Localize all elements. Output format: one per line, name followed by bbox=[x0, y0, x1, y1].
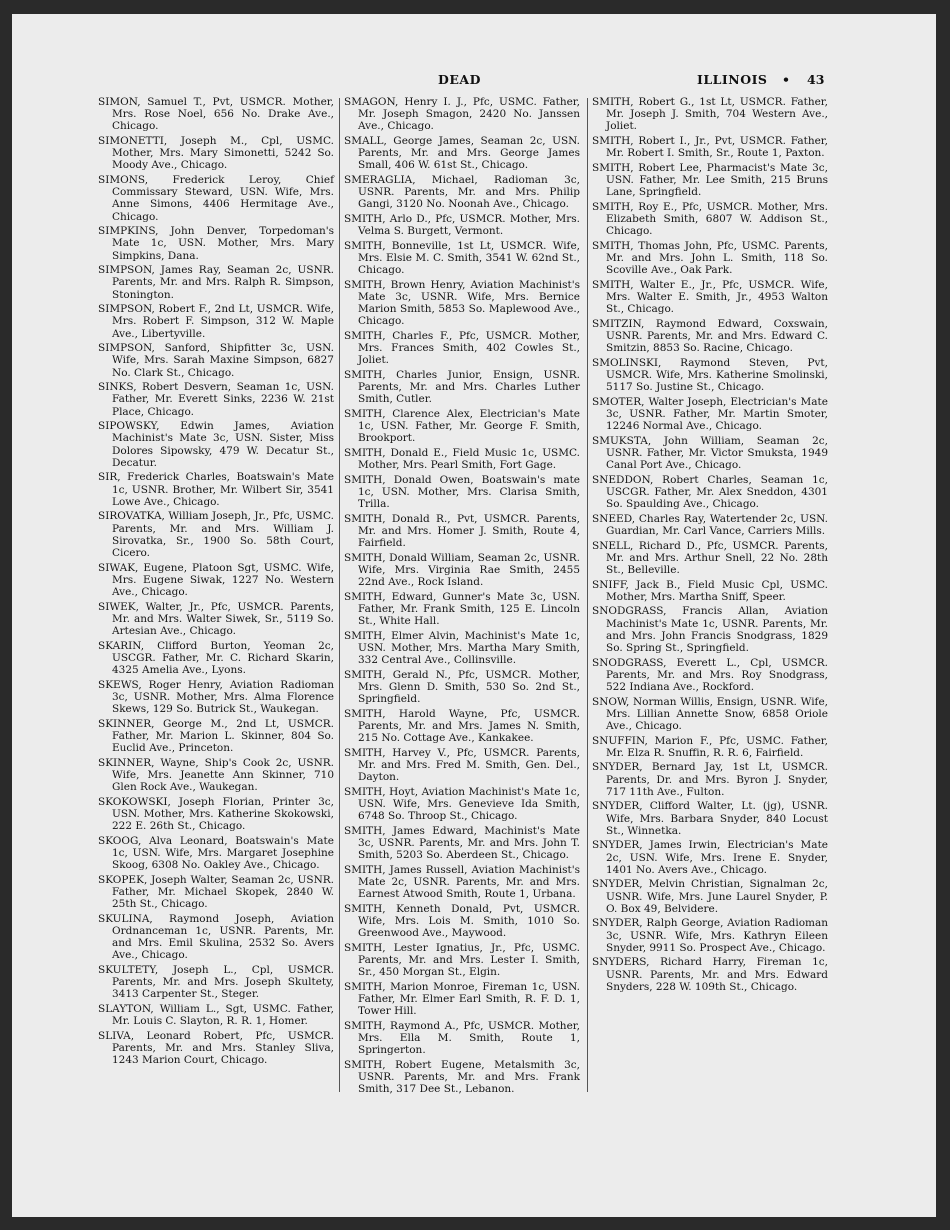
casualty-entry: SLIVA, Leonard Robert, Pfc, USMCR. Parents, Mr. and Mrs. Stanley Sliva, 1243 Marion Court, Chicago. bbox=[98, 1029, 334, 1067]
casualty-entry: SMITH, Donald R., Pvt, USMCR. Parents, Mr. and Mrs. Homer J. Smith, Route 4, Fairfield. bbox=[344, 512, 580, 550]
casualty-entry: SMITH, Robert Lee, Pharmacist's Mate 3c, USN. Father, Mr. Lee Smith, 215 Bruns Lane, Springfield. bbox=[592, 161, 828, 199]
casualty-entry: SIMPSON, Robert F., 2nd Lt, USMCR. Wife, Mrs. Robert F. Simpson, 312 W. Maple Ave., Libertyville. bbox=[98, 303, 334, 340]
casualty-entry: SIR, Frederick Charles, Boatswain's Mate 1c, USNR. Brother, Mr. Wilbert Sir, 3541 Lowe Ave., Chicago. bbox=[98, 471, 334, 508]
casualty-entry: SMALL, George James, Seaman 2c, USN. Parents, Mr. and Mrs. George James Small, 406 W. 61st St., Chicago. bbox=[344, 135, 580, 172]
casualty-entry: SMITH, Robert I., Jr., Pvt, USMCR. Father, Mr. Robert I. Smith, Sr., Route 1, Paxton. bbox=[592, 135, 828, 160]
page-header bbox=[0, 72, 950, 90]
casualty-entry: SMITH, Clarence Alex, Electrician's Mate 1c, USN. Father, Mr. George F. Smith, Brookport. bbox=[344, 408, 580, 445]
casualty-entry: SKULINA, Raymond Joseph, Aviation Ordnanceman 1c, USNR. Parents, Mr. and Mrs. Emil Skulina, 2532 So. Avers Ave., Chicago. bbox=[98, 912, 334, 962]
casualty-entry: SNYDER, Melvin Christian, Signalman 2c, USNR. Wife, Mrs. June Laurel Snyder, P. O. Box 49, Belvidere. bbox=[592, 878, 828, 915]
casualty-entry: SNELL, Richard D., Pfc, USMCR. Parents, Mr. and Mrs. Arthur Snell, 22 No. 28th St., Belleville. bbox=[592, 539, 828, 576]
casualty-entry: SMITH, Charles Junior, Ensign, USNR. Parents, Mr. and Mrs. Charles Luther Smith, Cutler. bbox=[344, 369, 580, 406]
casualty-entry: SKEWS, Roger Henry, Aviation Radioman 3c, USNR. Mother, Mrs. Alma Florence Skews, 129 So. Butrick St., Waukegan. bbox=[98, 678, 334, 716]
casualty-entry: SMITH, James Russell, Aviation Machinist's Mate 2c, USNR. Parents, Mr. and Mrs. Earnest Atwood Smith, Route 1, Urbana. bbox=[344, 863, 580, 901]
casualty-entry: SNUFFIN, Marion F., Pfc, USMC. Father, Mr. Elza R. Snuffin, R. R. 6, Fairfield. bbox=[592, 734, 828, 759]
column-1 bbox=[98, 96, 334, 1069]
casualty-entry: SIMPSON, James Ray, Seaman 2c, USNR. Parents, Mr. and Mrs. Ralph R. Simpson, Stonington. bbox=[98, 264, 334, 301]
casualty-entry: SNIFF, Jack B., Field Music Cpl, USMC. Mother, Mrs. Martha Sniff, Speer. bbox=[592, 578, 828, 603]
casualty-entry: SIWEK, Walter, Jr., Pfc, USMCR. Parents, Mr. and Mrs. Walter Siwek, Sr., 5119 So. Artesian Ave., Chicago. bbox=[98, 600, 334, 638]
page-section-title: DEAD bbox=[438, 72, 481, 87]
column-2 bbox=[344, 96, 580, 1098]
casualty-entry: SMITH, Thomas John, Pfc, USMC. Parents, Mr. and Mrs. John L. Smith, 118 So. Scoville Ave., Oak Park. bbox=[592, 239, 828, 277]
column-divider bbox=[339, 98, 340, 1092]
column-divider bbox=[587, 98, 588, 1092]
casualty-entry: SMITH, Donald William, Seaman 2c, USNR. Wife, Mrs. Virginia Rae Smith, 2455 22nd Ave., Rock Island. bbox=[344, 551, 580, 589]
casualty-entry: SMITH, Harvey V., Pfc, USMCR. Parents, Mr. and Mrs. Fred M. Smith, Gen. Del., Dayton. bbox=[344, 746, 580, 784]
casualty-entry: SMITH, Charles F., Pfc, USMCR. Mother, Mrs. Frances Smith, 402 Cowles St., Joliet. bbox=[344, 330, 580, 367]
casualty-entry: SMITH, Marion Monroe, Fireman 1c, USN. Father, Mr. Elmer Earl Smith, R. F. D. 1, Tower Hill. bbox=[344, 980, 580, 1018]
casualty-entry: SIMPSON, Sanford, Shipfitter 3c, USN. Wife, Mrs. Sarah Maxine Simpson, 6827 No. Clark St., Chicago. bbox=[98, 342, 334, 379]
page-state-label: ILLINOIS bbox=[697, 72, 768, 87]
casualty-entry: SIPOWSKY, Edwin James, Aviation Machinist's Mate 3c, USN. Sister, Miss Dolores Sipowsky, 479 W. Decatur St., Decatur. bbox=[98, 420, 334, 469]
casualty-entry: SMITH, Roy E., Pfc, USMCR. Mother, Mrs. Elizabeth Smith, 6807 W. Addison St., Chicago. bbox=[592, 200, 828, 238]
casualty-entry: SKOPEK, Joseph Walter, Seaman 2c, USNR. Father, Mr. Michael Skopek, 2840 W. 25th St., Chicago. bbox=[98, 873, 334, 911]
casualty-entry: SMITH, Donald E., Field Music 1c, USMC. Mother, Mrs. Pearl Smith, Fort Gage. bbox=[344, 447, 580, 472]
casualty-entry: SIROVATKA, William Joseph, Jr., Pfc, USMC. Parents, Mr. and Mrs. William J. Sirovatka, Sr., 1900 So. 58th Court, Cicero. bbox=[98, 510, 334, 560]
casualty-entry: SMAGON, Henry I. J., Pfc, USMC. Father, Mr. Joseph Smagon, 2420 No. Janssen Ave., Chicago. bbox=[344, 96, 580, 133]
casualty-entry: SMOLINSKI, Raymond Steven, Pvt, USMCR. Wife, Mrs. Katherine Smolinski, 5117 So. Justine St., Chicago. bbox=[592, 356, 828, 394]
casualty-entry: SNYDER, Bernard Jay, 1st Lt, USMCR. Parents, Dr. and Mrs. Byron J. Snyder, 717 11th Ave., Fulton. bbox=[592, 761, 828, 798]
casualty-entry: SMITH, Harold Wayne, Pfc, USMCR. Parents, Mr. and Mrs. James N. Smith, 215 No. Cottage Ave., Kankakee. bbox=[344, 707, 580, 745]
casualty-entry: SMITH, James Edward, Machinist's Mate 3c, USNR. Parents, Mr. and Mrs. John T. Smith, 5203 So. Aberdeen St., Chicago. bbox=[344, 824, 580, 862]
page-number: 43 bbox=[807, 72, 825, 87]
casualty-entry: SIMON, Samuel T., Pvt, USMCR. Mother, Mrs. Rose Noel, 656 No. Drake Ave., Chicago. bbox=[98, 96, 334, 133]
casualty-entry: SIMONS, Frederick Leroy, Chief Commissary Steward, USN. Wife, Mrs. Anne Simons, 4406 Hermitage Ave., Chicago. bbox=[98, 174, 334, 223]
casualty-entry: SKOOG, Alva Leonard, Boatswain's Mate 1c, USN. Wife, Mrs. Margaret Josephine Skoog, 6308 No. Oakley Ave., Chicago. bbox=[98, 834, 334, 872]
casualty-entry: SKOKOWSKI, Joseph Florian, Printer 3c, USN. Mother, Mrs. Katherine Skokowski, 222 E. 26th St., Chicago. bbox=[98, 795, 334, 833]
casualty-entry: SNEED, Charles Ray, Watertender 2c, USN. Guardian, Mr. Carl Vance, Carriers Mills. bbox=[592, 512, 828, 537]
casualty-entry: SMITH, Elmer Alvin, Machinist's Mate 1c, USN. Mother, Mrs. Martha Mary Smith, 332 Central Ave., Collinsville. bbox=[344, 629, 580, 667]
casualty-entry: SMITH, Brown Henry, Aviation Machinist's Mate 3c, USNR. Wife, Mrs. Bernice Marion Smith, 5853 So. Maplewood Ave., Chicago. bbox=[344, 278, 580, 328]
casualty-entry: SMUKSTA, John William, Seaman 2c, USNR. Father, Mr. Victor Smuksta, 1949 Canal Port Ave., Chicago. bbox=[592, 434, 828, 472]
header-bullet: • bbox=[782, 72, 790, 87]
casualty-entry: SMITH, Hoyt, Aviation Machinist's Mate 1c, USN. Wife, Mrs. Genevieve Ida Smith, 6748 So. Throop St., Chicago. bbox=[344, 785, 580, 823]
casualty-entry: SMITH, Robert Eugene, Metalsmith 3c, USNR. Parents, Mr. and Mrs. Frank Smith, 317 Dee St., Lebanon. bbox=[344, 1058, 580, 1096]
casualty-entry: SMITH, Edward, Gunner's Mate 3c, USN. Father, Mr. Frank Smith, 125 E. Lincoln St., White Hall. bbox=[344, 590, 580, 628]
casualty-entry: SKULTETY, Joseph L., Cpl, USMCR. Parents, Mr. and Mrs. Joseph Skultety, 3413 Carpenter St., Steger. bbox=[98, 963, 334, 1001]
casualty-entry: SMITH, Bonneville, 1st Lt, USMCR. Wife, Mrs. Elsie M. C. Smith, 3541 W. 62nd St., Chicago. bbox=[344, 239, 580, 277]
casualty-entry: SKARIN, Clifford Burton, Yeoman 2c, USCGR. Father, Mr. C. Richard Skarin, 4325 Amelia Ave., Lyons. bbox=[98, 639, 334, 677]
casualty-entry: SKINNER, Wayne, Ship's Cook 2c, USNR. Wife, Mrs. Jeanette Ann Skinner, 710 Glen Rock Ave., Waukegan. bbox=[98, 756, 334, 794]
casualty-entry: SMOTER, Walter Joseph, Electrician's Mate 3c, USNR. Father, Mr. Martin Smoter, 12246 Normal Ave., Chicago. bbox=[592, 395, 828, 433]
casualty-entry: SNYDERS, Richard Harry, Fireman 1c, USNR. Parents, Mr. and Mrs. Edward Snyders, 228 W. 109th St., Chicago. bbox=[592, 956, 828, 993]
casualty-entry: SMITH, Gerald N., Pfc, USMCR. Mother, Mrs. Glenn D. Smith, 530 So. 2nd St., Springfield. bbox=[344, 668, 580, 706]
casualty-entry: SIMONETTI, Joseph M., Cpl, USMC. Mother, Mrs. Mary Simonetti, 5242 So. Moody Ave., Chicago. bbox=[98, 135, 334, 172]
casualty-entry: SNYDER, Ralph George, Aviation Radioman 3c, USNR. Wife, Mrs. Kathryn Eileen Snyder, 9911 So. Prospect Ave., Chicago. bbox=[592, 917, 828, 954]
casualty-entry: SIWAK, Eugene, Platoon Sgt, USMC. Wife, Mrs. Eugene Siwak, 1227 No. Western Ave., Chicago. bbox=[98, 561, 334, 599]
casualty-entry: SMITH, Raymond A., Pfc, USMCR. Mother, Mrs. Ella M. Smith, Route 1, Springerton. bbox=[344, 1019, 580, 1057]
casualty-entry: SMITH, Kenneth Donald, Pvt, USMCR. Wife, Mrs. Lois M. Smith, 1010 So. Greenwood Ave., Maywood. bbox=[344, 902, 580, 940]
casualty-entry: SMITH, Donald Owen, Boatswain's mate 1c, USN. Mother, Mrs. Clarisa Smith, Trilla. bbox=[344, 473, 580, 511]
casualty-entry: SNOW, Norman Willis, Ensign, USNR. Wife, Mrs. Lillian Annette Snow, 6858 Oriole Ave., Chicago. bbox=[592, 695, 828, 732]
casualty-entry: SMERAGLIA, Michael, Radioman 3c, USNR. Parents, Mr. and Mrs. Philip Gangi, 3120 No. Noonah Ave., Chicago. bbox=[344, 174, 580, 211]
casualty-entry: SKINNER, George M., 2nd Lt, USMCR. Father, Mr. Marion L. Skinner, 804 So. Euclid Ave., Princeton. bbox=[98, 717, 334, 755]
casualty-entry: SNODGRASS, Francis Allan, Aviation Machinist's Mate 1c, USNR. Parents, Mr. and Mrs. John Francis Snodgrass, 1829 So. Spring St., Springfield. bbox=[592, 605, 828, 654]
casualty-entry: SIMPKINS, John Denver, Torpedoman's Mate 1c, USN. Mother, Mrs. Mary Simpkins, Dana. bbox=[98, 225, 334, 262]
casualty-entry: SNEDDON, Robert Charles, Seaman 1c, USCGR. Father, Mr. Alex Sneddon, 4301 So. Spaulding Ave., Chicago. bbox=[592, 473, 828, 511]
casualty-entry: SMITH, Walter E., Jr., Pfc, USMCR. Wife, Mrs. Walter E. Smith, Jr., 4953 Walton St., Chicago. bbox=[592, 278, 828, 316]
column-3 bbox=[592, 96, 828, 995]
casualty-entry: SNYDER, Clifford Walter, Lt. (jg), USNR. Wife, Mrs. Barbara Snyder, 840 Locust St., Winnetka. bbox=[592, 800, 828, 837]
casualty-entry: SMITH, Arlo D., Pfc, USMCR. Mother, Mrs. Velma S. Burgett, Vermont. bbox=[344, 213, 580, 238]
casualty-entry: SNYDER, James Irwin, Electrician's Mate 2c, USN. Wife, Mrs. Irene E. Snyder, 1401 No. Avers Ave., Chicago. bbox=[592, 839, 828, 876]
casualty-entry: SINKS, Robert Desvern, Seaman 1c, USN. Father, Mr. Everett Sinks, 2236 W. 21st Place, Chicago. bbox=[98, 381, 334, 418]
casualty-entry: SMITH, Robert G., 1st Lt, USMCR. Father, Mr. Joseph J. Smith, 704 Western Ave., Joliet. bbox=[592, 96, 828, 133]
casualty-entry: SLAYTON, William L., Sgt, USMC. Father, Mr. Louis C. Slayton, R. R. 1, Homer. bbox=[98, 1002, 334, 1028]
casualty-entry: SMITZIN, Raymond Edward, Coxswain, USNR. Parents, Mr. and Mrs. Edward C. Smitzin, 8853 So. Racine, Chicago. bbox=[592, 317, 828, 355]
casualty-entry: SNODGRASS, Everett L., Cpl, USMCR. Parents, Mr. and Mrs. Roy Snodgrass, 522 Indiana Ave., Rockford. bbox=[592, 656, 828, 693]
casualty-entry: SMITH, Lester Ignatius, Jr., Pfc, USMC. Parents, Mr. and Mrs. Lester I. Smith, Sr., 450 Morgan St., Elgin. bbox=[344, 941, 580, 979]
